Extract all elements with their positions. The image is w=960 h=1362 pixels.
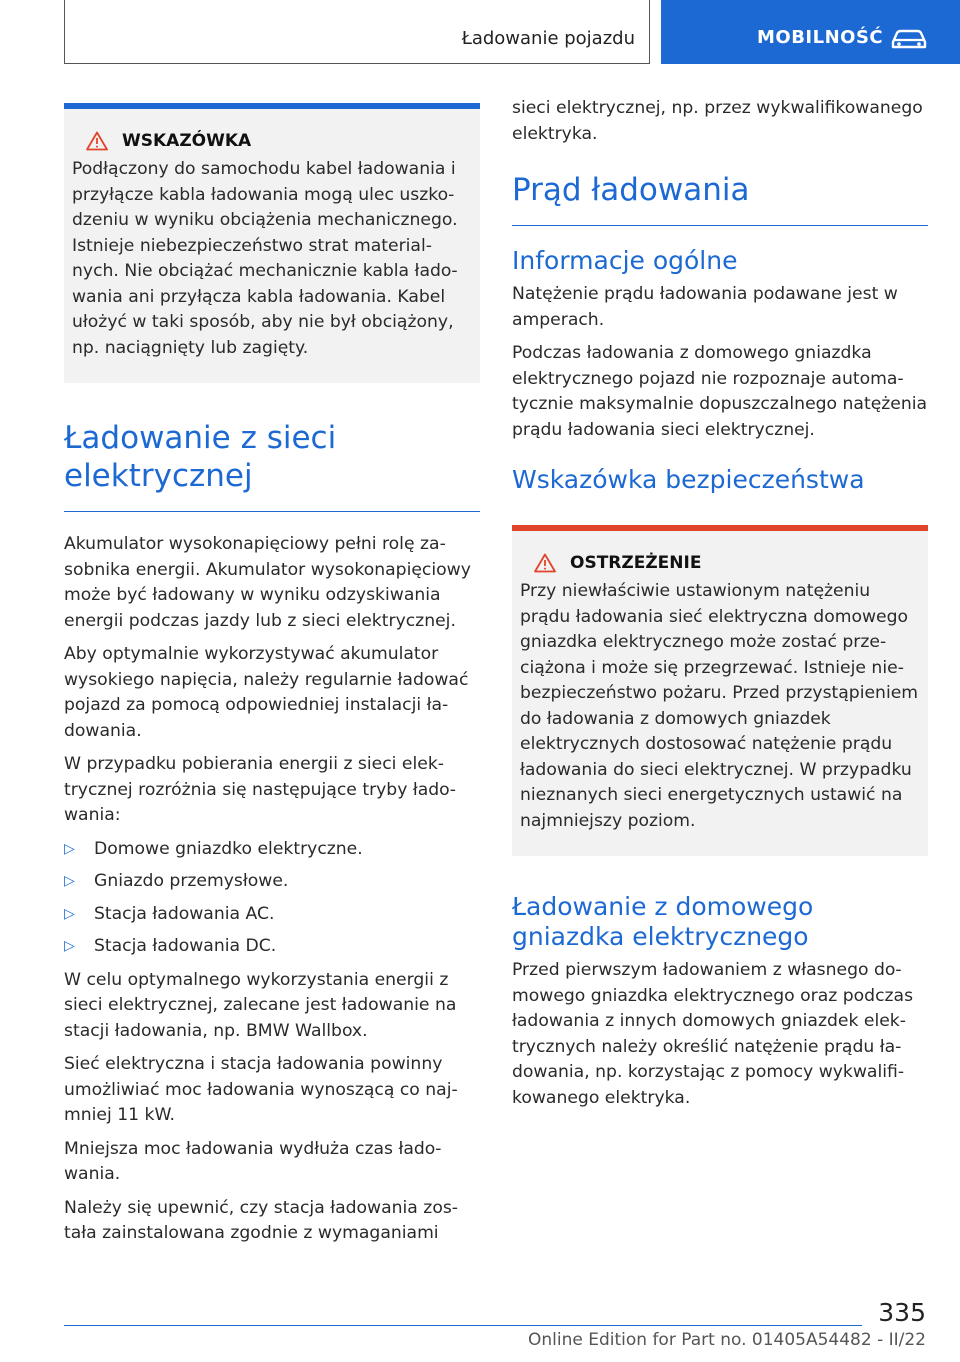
paragraph: W przypadku pobierania energii z sieci elektrycznej rozróżnia się następujące tryby ładowania: — [64, 754, 456, 825]
section-header — [64, 0, 650, 64]
paragraph: Sieć elektryczna i stacja ładowania powinny umożliwiać moc ładowania wynoszącą co najmniej 11 kW. — [64, 1054, 458, 1125]
warning-triangle-icon — [86, 131, 108, 151]
paragraph: Podczas ładowania z domowego gniazdka elektrycznego pojazd nie rozpoznaje automatycznie maksymalnie dopuszczalnego natężenia prądu ładowania sieci elektrycznej. — [512, 343, 928, 440]
car-icon — [889, 28, 929, 50]
notice-box — [64, 103, 480, 383]
notice-text: Podłączony do samochodu kabel ładowania i przyłącze kabla ładowania mogą ulec uszkodzeniu w wyniku obciążenia mechanicznego. Istnieje niebezpieczeństwo strat materialnych. Nie obciążać mechanicznie kabla ładowania ani przyłącza kabla ładowania. Kabel ułożyć w taki sposób, aby nie był obciążony, np. naciągnięty lub zagięty. — [72, 159, 458, 358]
charging-modes-list — [64, 837, 480, 960]
subsection-heading: Wskazówka bezpieczeństwa — [512, 465, 865, 494]
section-heading: Prąd ładowania — [512, 171, 928, 226]
edition-footer: Online Edition for Part no. 01405A54482 - II/22 — [527, 1330, 926, 1350]
warning-header — [520, 553, 920, 573]
paragraph: sieci elektrycznej, np. przez wykwalifikowanego elektryka. — [512, 98, 923, 144]
paragraph: Należy się upewnić, czy stacja ładowania została zainstalowana zgodnie z wymaganiami — [64, 1197, 458, 1243]
right-column — [512, 96, 928, 1119]
subsection-heading: Informacje ogólne — [512, 246, 738, 275]
chapter-tab[interactable] — [661, 0, 960, 64]
paragraph: Natężenie prądu ładowania podawane jest w amperach. — [512, 284, 898, 330]
paragraph: W celu optymalnego wykorzystania energii z sieci elektrycznej, zalecane jest ładowanie na stacji ładowania, np. BMW Wallbox. — [64, 969, 457, 1041]
list-item: ▷ Stacja ładowania AC. — [64, 902, 480, 928]
paragraph: Aby optymalnie wykorzystywać akumulator wysokiego napięcia, należy regularnie ładować pojazd za pomocą odpowiedniej instalacji ładowania. — [64, 644, 469, 741]
warning-text: Przy niewłaściwie ustawionym natężeniu prądu ładowania sieć elektryczna domowego gniazdka elektrycznego może zostać przeciążona i może się przegrzewać. Istnieje niebezpieczeństwo pożaru. Przed przystąpieniem do ładowania z domowych gniazdek elektrycznych dostosować natężenie prądu ładowania do sieci elektrycznej. W przypadku nieznanych sieci energetycznych ustawić na najmniejszy poziom. — [520, 581, 919, 831]
list-item: ▷ Stacja ładowania DC. — [64, 934, 480, 960]
section-title: Ładowanie pojazdu — [461, 28, 635, 49]
notice-header — [72, 131, 472, 151]
chapter-label: MOBILNOŚĆ — [757, 27, 884, 48]
page-number: 335 — [878, 1298, 926, 1327]
subsection-heading: Ładowanie z domowego gniazdka elektrycznego — [512, 892, 814, 951]
triangle-bullet-icon: ▷ — [64, 938, 75, 954]
left-column — [64, 103, 480, 1255]
triangle-bullet-icon: ▷ — [64, 840, 75, 857]
warning-triangle-icon — [534, 553, 556, 573]
paragraph: Mniejsza moc ładowania wydłuża czas ładowania. — [64, 1138, 442, 1184]
triangle-bullet-icon: ▷ — [64, 873, 75, 889]
paragraph: Akumulator wysokonapięciowy pełni rolę zasobnika energii. Akumulator wysokonapięciowy może być ładowany w wyniku odzyskiwania energii podczas jazdy lub z sieci elektrycznej. — [64, 534, 471, 631]
warning-box — [512, 525, 928, 856]
footer-divider — [64, 1325, 862, 1326]
warning-label: OSTRZEŻENIE — [570, 553, 702, 573]
section-heading: Ładowanie z sieci elektrycznej — [64, 419, 480, 512]
list-item: ▷ Gniazdo przemysłowe. — [64, 869, 480, 895]
list-item: ▷ Domowe gniazdko elektryczne. — [64, 837, 480, 863]
paragraph: Przed pierwszym ładowaniem z własnego domowego gniazdka elektrycznego oraz podczas ładowania z innych domowych gniazdek elektrycznych należy określić natężenie prądu ładowania, np. korzystając z pomocy wykwalifikowanego elektryka. — [512, 960, 914, 1108]
notice-label: WSKAZÓWKA — [122, 131, 252, 151]
triangle-bullet-icon: ▷ — [64, 905, 75, 922]
